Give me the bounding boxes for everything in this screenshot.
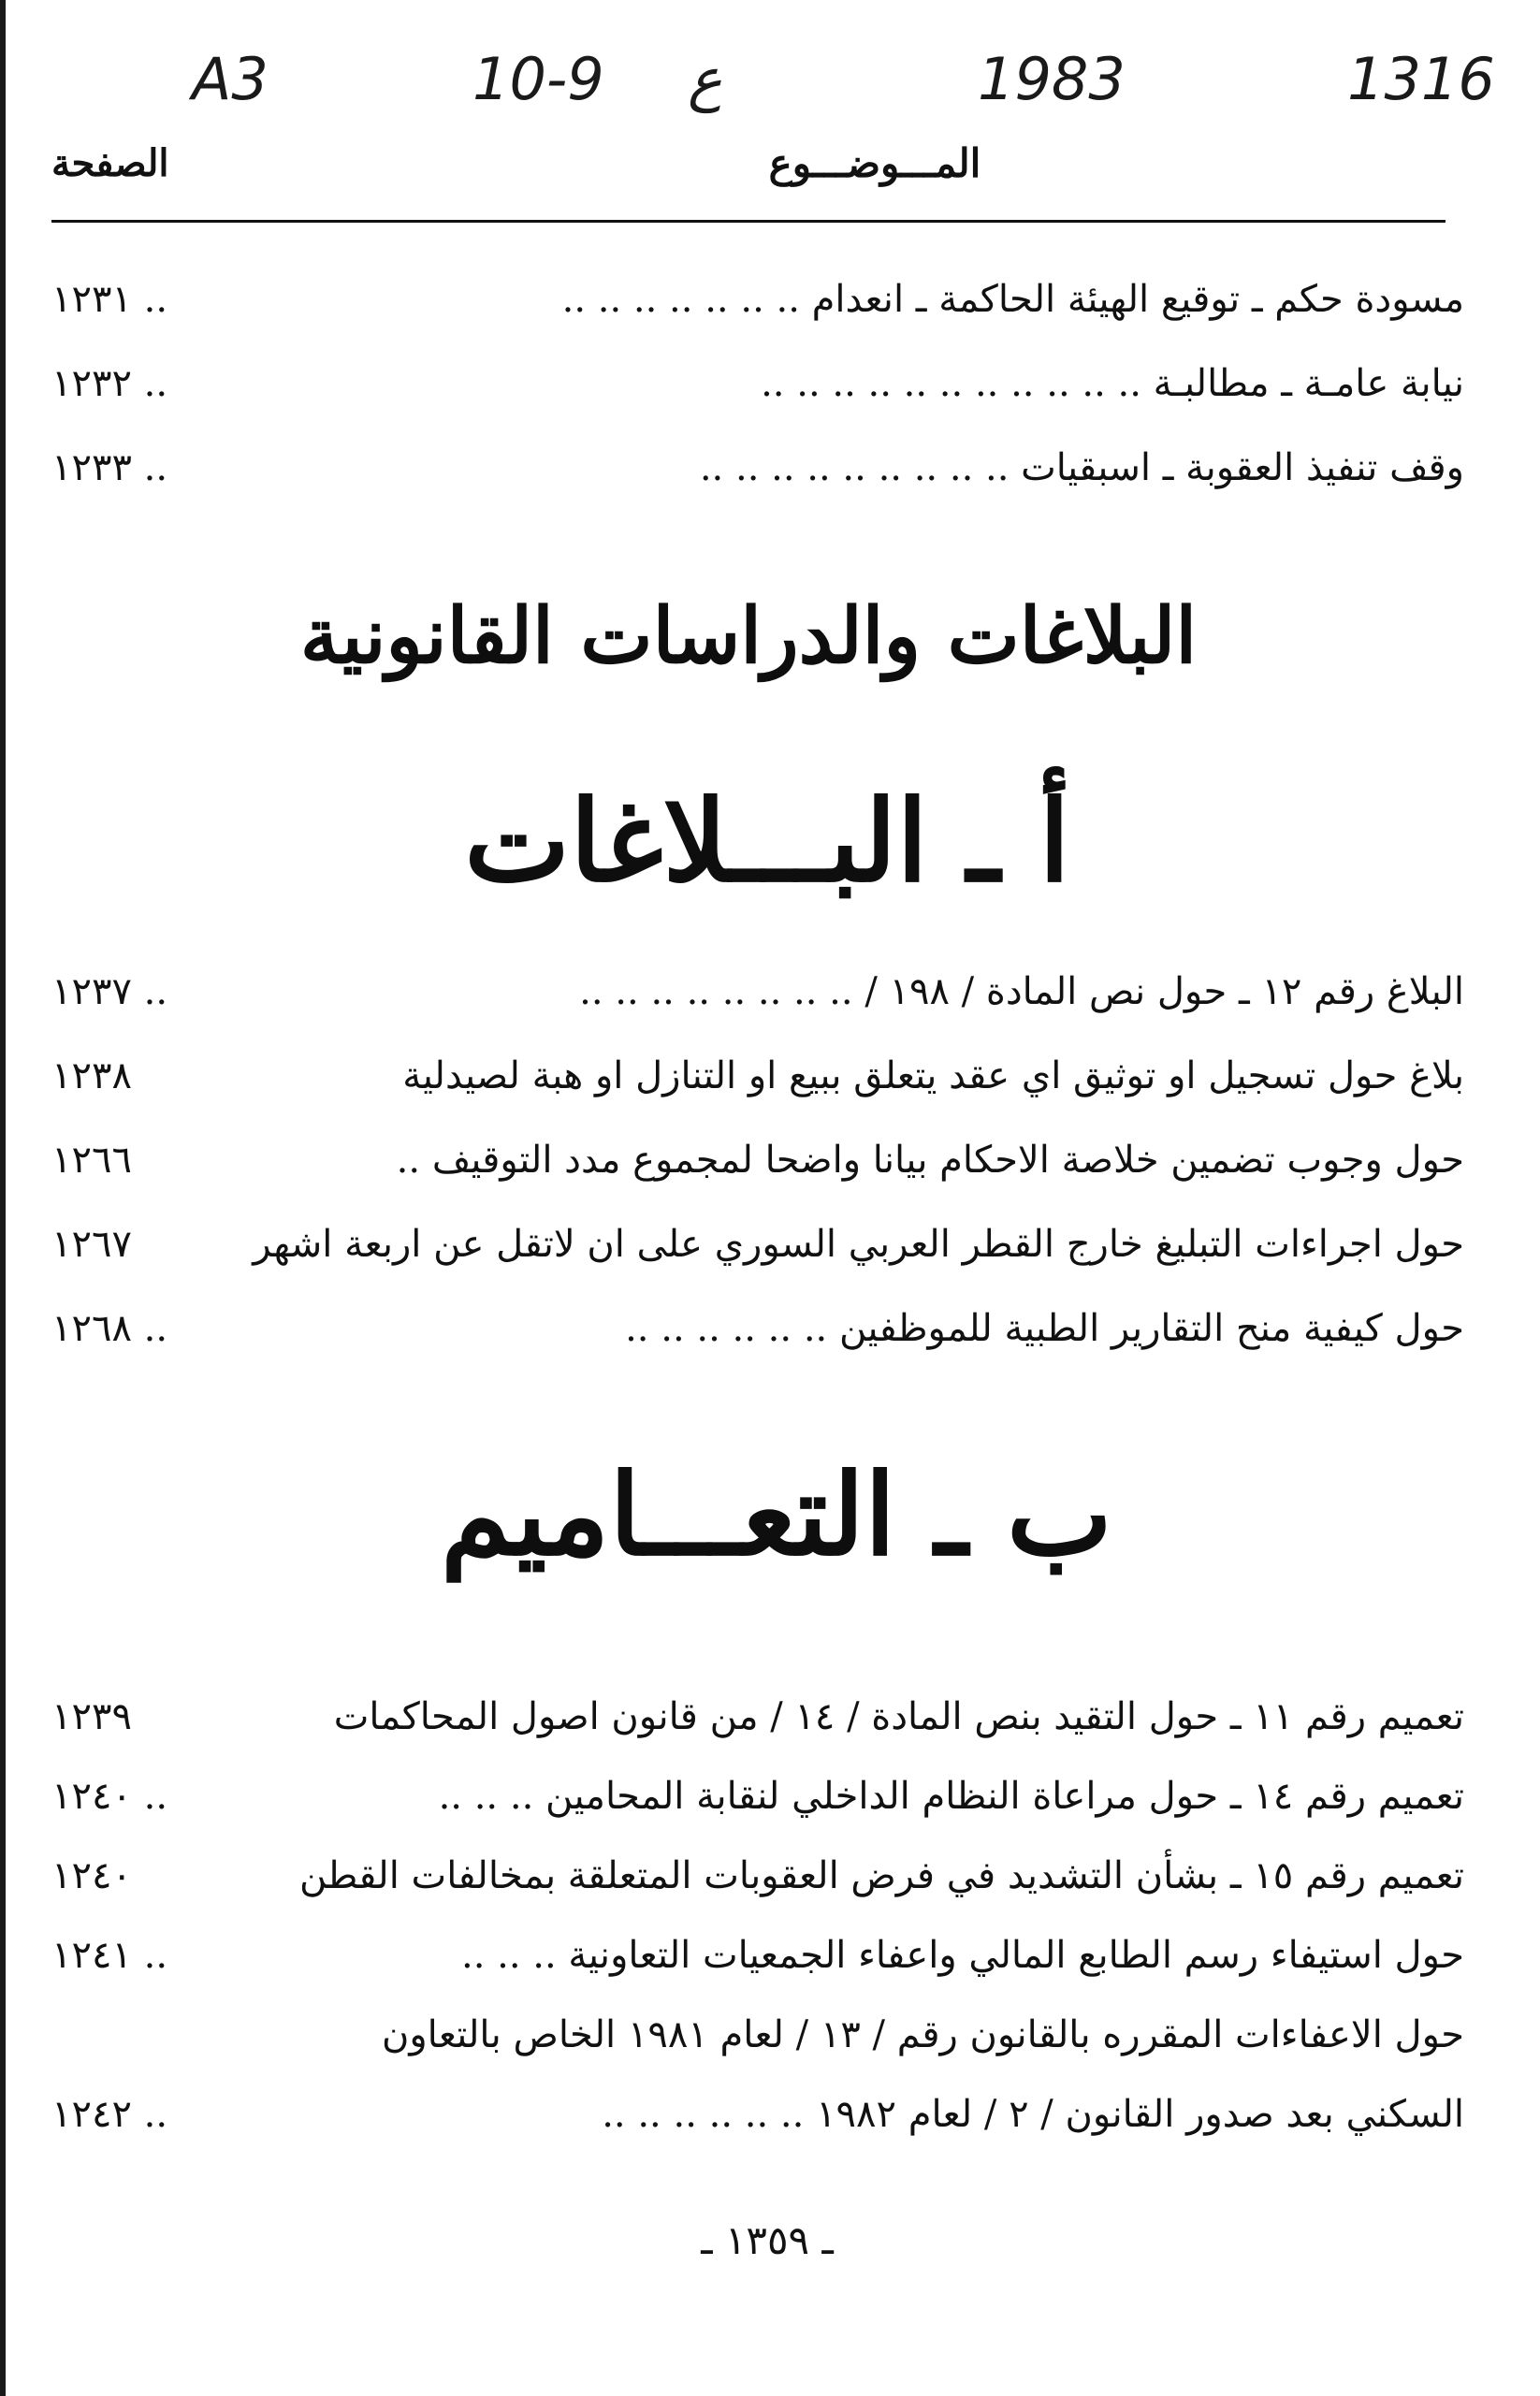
section-b-heading: ب ـ التعـــاميم [440,1449,1113,1581]
header-page-label: الصفحة [51,141,169,185]
entry-page-number: ١٢٤٠ [51,1854,132,1897]
handwritten-note-3: ع [688,45,722,113]
entry-page-number: ١٢٣٨ [51,1054,132,1097]
entry-page-number: ١٢٣١ .. [51,278,168,321]
list-item [51,959,1464,1024]
entry-title: البلاغ رقم ١٢ ـ حول نص المادة / ١٩٨ / .. .. .. .. .. .. .. .. [579,970,1464,1013]
section-a-heading: أ ـ البـــلاغات [464,776,1070,908]
entry-title: حول وجوب تضمين خلاصة الاحكام بيانا واضحا لمجموع مدد التوقيف .. [396,1139,1464,1182]
entry-title: تعميم رقم ١٤ ـ حول مراعاة النظام الداخلي لنقابة المحامين .. .. .. [438,1775,1464,1818]
entry-page-number: ١٢٣٧ .. [51,970,168,1013]
handwritten-note-1: A3 [192,45,269,113]
list-item [51,351,1464,416]
handwritten-note-5: 1316 [1347,45,1495,113]
entry-title: مسودة حكم ـ توقيع الهيئة الحاكمة ـ انعدام .. .. .. .. .. .. .. [561,278,1464,321]
entry-page-number: ١٢٦٨ .. [51,1307,168,1350]
entry-title: حول كيفية منح التقارير الطبية للموظفين .. .. .. .. .. .. [625,1307,1464,1350]
header-divider [51,220,1446,223]
list-item [51,1212,1464,1277]
entry-page-number: ١٢٤٠ .. [51,1775,168,1818]
entry-title: تعميم رقم ١١ ـ حول التقيد بنص المادة / ١٤ / من قانون اصول المحاكمات [333,1695,1464,1738]
section-main-heading: البلاغات والدراسات القانونية [299,591,1198,681]
entry-title: بلاغ حول تسجيل او توثيق اي عقد يتعلق ببيع او التنازل او هبة لصيدلية [402,1054,1464,1097]
list-item [51,1684,1464,1750]
list-item [51,1296,1464,1361]
entry-page-number: ١٢٣٢ .. [51,362,168,405]
list-item [51,1923,1464,1988]
entry-page-number: ١٢٦٧ [51,1223,132,1266]
list-item [51,267,1464,332]
entry-title: السكني بعد صدور القانون / ٢ / لعام ١٩٨٢ .. .. .. .. .. .. [602,2093,1464,2136]
footer-page-number: ـ ١٣٥٩ ـ [701,2217,834,2263]
handwritten-note-2: 10-9 [472,45,604,113]
entry-title: تعميم رقم ١٥ ـ بشأن التشديد في فرض العقوبات المتعلقة بمخالفات القطن [299,1854,1464,1897]
entry-page-number: ١٢٣٣ .. [51,446,168,489]
header-subject-label: المـــوضـــوع [768,140,981,186]
entry-title: نيابة عامـة ـ مطالبـة .. .. .. .. .. .. .. .. .. .. .. [761,362,1464,405]
entry-title: حول اجراءات التبليغ خارج القطر العربي السوري على ان لاتقل عن اربعة اشهر [253,1223,1464,1266]
table-header [51,131,1446,196]
handwritten-note-4: 1983 [978,45,1126,113]
entry-title: حول الاعفاءات المقرره بالقانون رقم / ١٣ / لعام ١٩٨١ الخاص بالتعاون [381,2013,1464,2056]
entry-page-number: ١٢٤٢ .. [51,2093,168,2136]
list-item [51,2002,1464,2068]
scan-left-edge [0,0,6,2396]
list-item [51,1043,1464,1109]
entry-title: حول استيفاء رسم الطابع المالي واعفاء الجمعيات التعاونية .. .. .. [460,1934,1464,1977]
list-item [51,2082,1464,2147]
list-item [51,1764,1464,1829]
entry-page-number: ١٢٤١ .. [51,1934,168,1977]
list-item [51,1843,1464,1909]
entry-page-number: ١٢٦٦ [51,1139,132,1182]
entry-title: وقف تنفيذ العقوبة ـ اسبقيات .. .. .. .. .. .. .. .. .. [699,446,1464,489]
list-item [51,435,1464,501]
entry-page-number: ١٢٣٩ [51,1695,132,1738]
list-item [51,1127,1464,1193]
